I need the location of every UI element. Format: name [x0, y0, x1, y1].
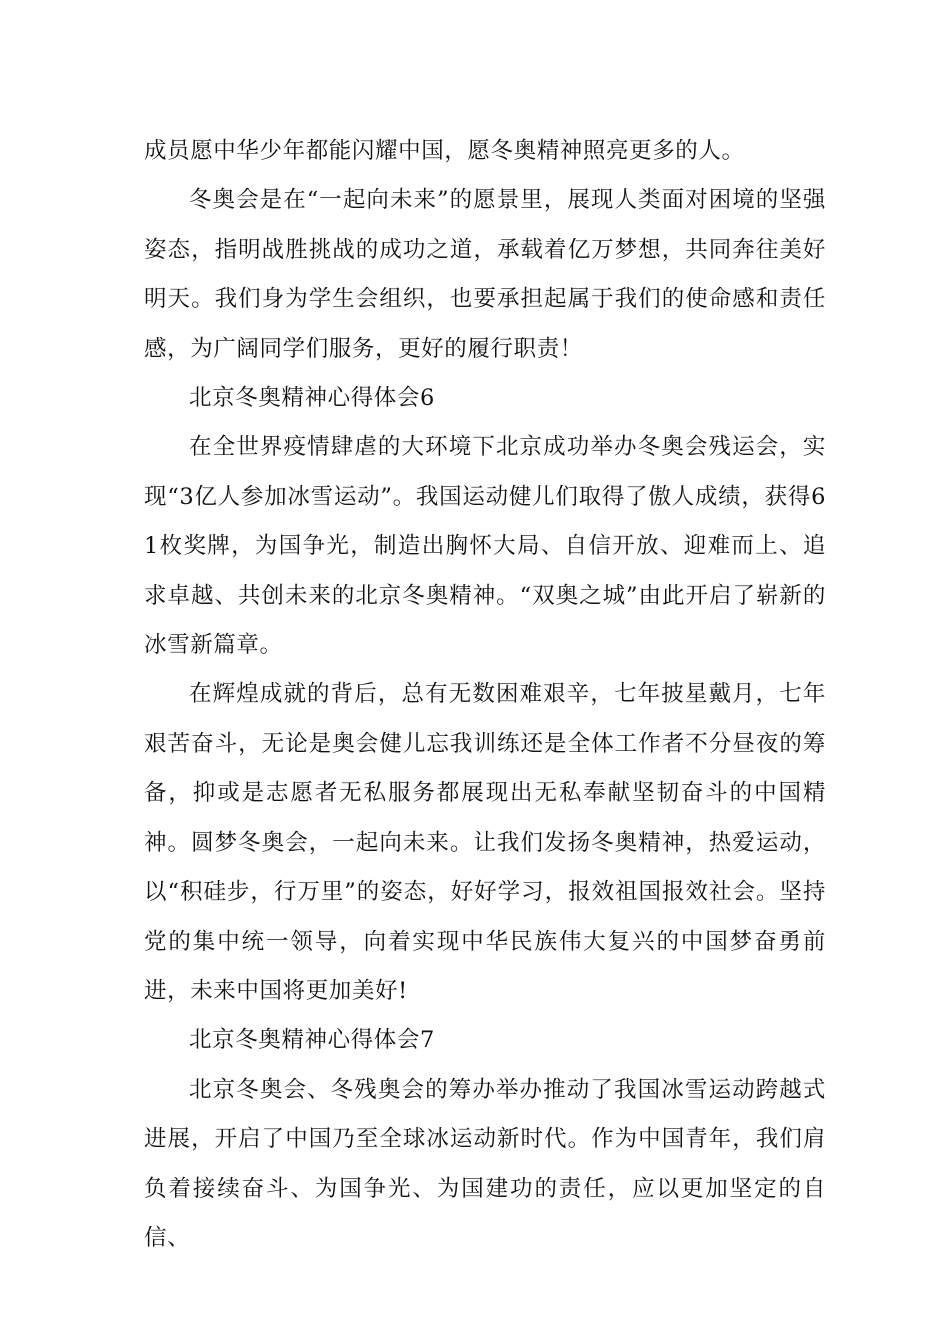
paragraph-continuation: 成员愿中华少年都能闪耀中国，愿冬奥精神照亮更多的人。 — [144, 138, 745, 164]
paragraph-hardship: 在辉煌成就的背后，总有无数困难艰辛，七年披星戴月，七年艰苦奋斗，无论是奥会健儿忘我训练还是全体工作者不分昼夜的筹备，抑或是志愿者无私服务都展现出无私奉献坚韧奋斗的中国精神。圆梦冬奥会，一起向未来。让我们发扬冬奥精神，热爱运动，以“积硅步，行万里”的姿态，好好学习，报效祖国报效社会。坚持党的集中统一领导，向着实现中华民族伟大复兴的中国梦奋勇前进，未来中国将更加美好! — [144, 681, 826, 1004]
section-heading-7: 北京冬奥精神心得体会7 — [189, 1027, 435, 1054]
paragraph-vision: 冬奥会是在“一起向未来”的愿景里，展现人类面对困境的坚强姿态，指明战胜挑战的成功之道，承载着亿万梦想，共同奔往美好明天。我们身为学生会组织，也要承担起属于我们的使命感和责任感，为广阔同学们服务，更好的履行职责！ — [144, 187, 826, 362]
paragraph-achievements: 在全世界疫情肆虐的大环境下北京成功举办冬奥会残运会，实现“3亿人参加冰雪运动”。我国运动健儿们取得了傲人成绩，获得61枚奖牌，为国争光，制造出胸怀大局、自信开放、迎难而上、追求卓越、共创未来的北京冬奥精神。“双奥之城”由此开启了崭新的冰雪新篇章。 — [144, 434, 826, 659]
document-body — [144, 127, 826, 1263]
paragraph-youth: 北京冬奥会、冬残奥会的筹办举办推动了我国冰雪运动跨越式进展，开启了中国乃至全球冰运动新时代。作为中国青年，我们肩负着接续奋斗、为国争光、为国建功的责任，应以更加坚定的自信、 — [144, 1076, 826, 1251]
section-heading-6: 北京冬奥精神心得体会6 — [189, 385, 435, 412]
